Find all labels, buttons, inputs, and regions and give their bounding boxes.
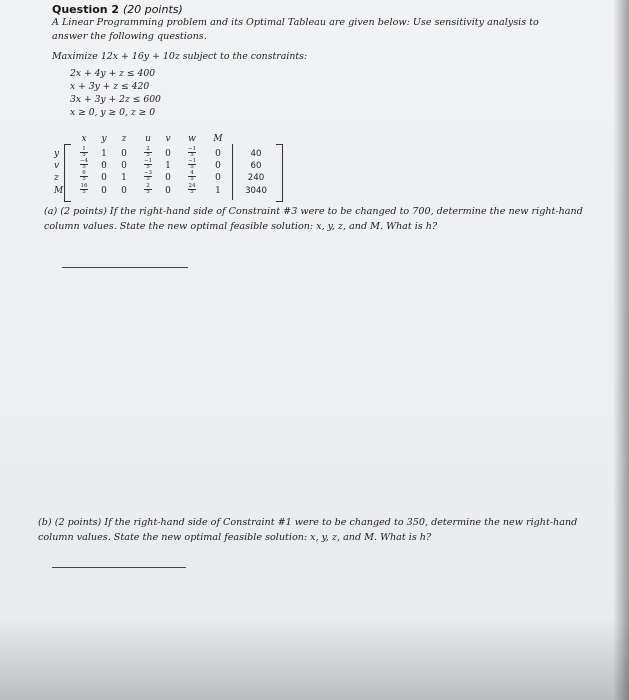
part-a-answer-line[interactable] — [62, 267, 188, 268]
tableau-cell — [76, 147, 92, 158]
tableau-cell — [76, 159, 92, 170]
tableau-col-header-x: x — [81, 134, 87, 144]
constraint-3: 3x + 3y + 2z ≤ 600 — [70, 94, 161, 105]
tableau-rhs-value: 240 — [247, 173, 265, 183]
tableau-cell: 1 — [215, 186, 221, 196]
tableau-cell — [140, 184, 156, 195]
fraction-denominator: 5 — [190, 176, 194, 182]
tableau-cell — [184, 147, 200, 158]
tableau-row-label-z: z — [54, 173, 59, 183]
tableau-cell — [76, 184, 92, 195]
tableau-row-label-y: y — [54, 149, 60, 159]
tableau-cell — [140, 171, 156, 182]
nonnegativity-constraint: x ≥ 0, y ≥ 0, z ≥ 0 — [70, 107, 156, 118]
constraint-1: 2x + 4y + z ≤ 400 — [70, 68, 156, 79]
tableau-cell: 1 — [121, 173, 127, 183]
tableau-col-header-y: y — [101, 134, 107, 144]
tableau-cell: 0 — [165, 173, 171, 183]
tableau-cell — [184, 159, 200, 170]
fraction-denominator: 5 — [82, 189, 86, 195]
question-intro: A Linear Programming problem and its Optimal Tableau are given below: Use sensitivity analysis to answer the following questions. — [52, 17, 539, 42]
fraction-numerator: 16 — [80, 183, 88, 189]
fraction-denominator: 5 — [190, 189, 194, 195]
part-a-label: (a) — [44, 206, 58, 217]
constraint-2: x + 3y + z ≤ 420 — [70, 81, 150, 92]
fraction-numerator: 2 — [146, 183, 150, 189]
fraction-numerator: 4 — [190, 170, 194, 176]
fraction-denominator: 5 — [146, 152, 150, 158]
tableau-cell: 0 — [215, 161, 221, 171]
tableau-cell — [140, 159, 156, 170]
tableau-cell: 0 — [121, 161, 127, 171]
fraction-denominator: 5 — [190, 152, 194, 158]
tableau-cell: 0 — [215, 173, 221, 183]
tableau-cell: 0 — [215, 149, 221, 159]
tableau-cell: 1 — [165, 161, 171, 171]
fraction-numerator: 24 — [188, 183, 196, 189]
tableau-cell: 0 — [101, 186, 107, 196]
tableau-cell: 0 — [101, 173, 107, 183]
tableau-cell — [140, 147, 156, 158]
fraction-denominator: 5 — [146, 176, 150, 182]
question-points: (20 points) — [122, 3, 183, 16]
fraction-denominator: 5 — [82, 176, 86, 182]
page-shadow-right — [613, 0, 629, 700]
tableau-cell — [76, 171, 92, 182]
tableau-right-bracket — [276, 144, 283, 202]
tableau-cell: 0 — [165, 149, 171, 159]
tableau-col-header-M: M — [213, 134, 223, 144]
question-title: Question 2 — [52, 3, 120, 16]
fraction-numerator: −4 — [79, 158, 89, 164]
tableau-cell: 0 — [121, 149, 127, 159]
tableau-row-label-M: M — [54, 186, 64, 196]
fraction-denominator: 5 — [146, 189, 150, 195]
tableau-col-header-w: w — [188, 134, 196, 144]
tableau-col-header-z: z — [121, 134, 127, 144]
tableau-cell: 0 — [165, 186, 171, 196]
tableau-cell: 0 — [101, 161, 107, 171]
fraction-numerator: 2 — [146, 146, 150, 152]
tableau-rhs-value: 40 — [250, 149, 262, 159]
tableau-cell: 0 — [121, 186, 127, 196]
part-a-text: (2 points) If the right-hand side of Constraint #3 were to be changed to 700, determine the new right-hand column values. State the new optimal feasible solution: x, y, z, and M. What is h? — [44, 206, 583, 232]
fraction-numerator: −1 — [187, 146, 197, 152]
tableau-cell — [184, 171, 200, 182]
fraction-denominator: 5 — [146, 164, 150, 170]
part-b-text: (2 points) If the right-hand side of Constraint #1 were to be changed to 350, determine the new right-hand column values. State the new optimal feasible solution: x, y, z, and M. What is h? — [38, 517, 578, 543]
tableau-cell — [184, 184, 200, 195]
fraction-denominator: 5 — [82, 152, 86, 158]
tableau-rhs-value: 60 — [250, 161, 262, 171]
part-a-question — [44, 204, 584, 234]
tableau-cell: 1 — [101, 149, 107, 159]
fraction-numerator: −1 — [143, 158, 153, 164]
tableau-col-header-u: u — [145, 134, 151, 144]
fraction-numerator: −3 — [143, 170, 153, 176]
tableau-left-bracket — [64, 144, 71, 202]
question-heading — [52, 3, 183, 16]
tableau-row-label-v: v — [54, 161, 60, 171]
fraction-numerator: 6 — [82, 170, 86, 176]
part-b-answer-line[interactable] — [52, 567, 186, 568]
part-b-question — [38, 515, 598, 545]
part-b-label: (b) — [38, 517, 52, 528]
fraction-numerator: −1 — [187, 158, 197, 164]
fraction-numerator: 1 — [82, 146, 86, 152]
page-shadow-bottom — [0, 620, 629, 700]
objective-function: Maximize 12x + 16y + 10z subject to the constraints: — [52, 51, 308, 62]
tableau-rhs-divider — [232, 144, 233, 200]
tableau-col-header-v: v — [165, 134, 171, 144]
fraction-denominator: 5 — [190, 164, 194, 170]
fraction-denominator: 5 — [82, 164, 86, 170]
tableau-rhs-value: 3040 — [245, 186, 267, 196]
